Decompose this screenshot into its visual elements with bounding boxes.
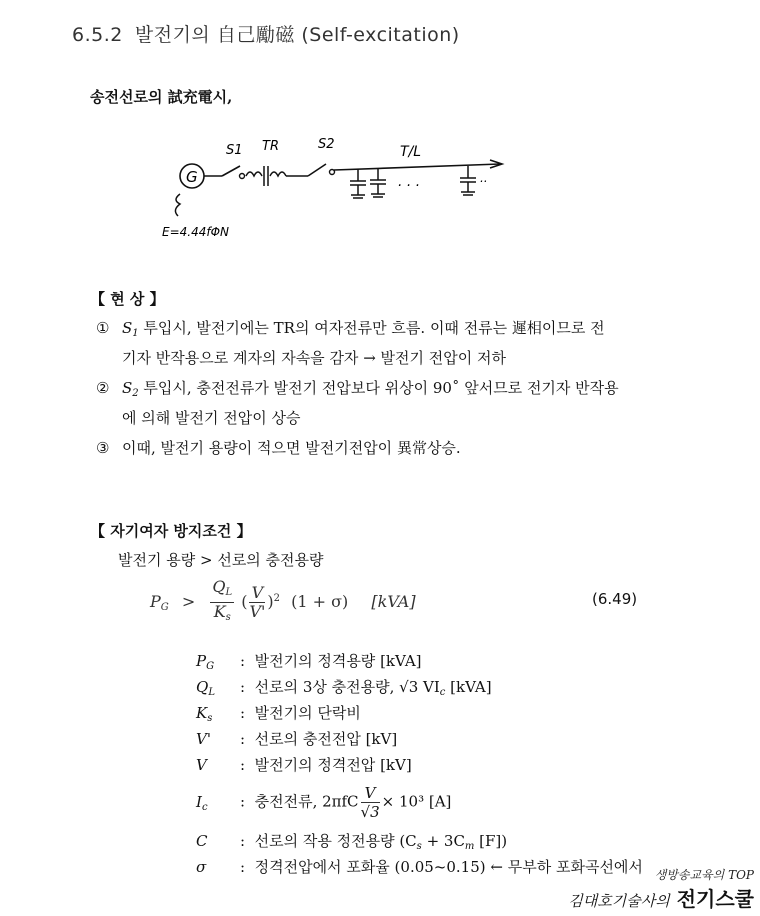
self-excitation-equation: $P_G$ > $\frac{Q_L}{K_s}$ ( $\frac{V}{V'}$ )$^2$ (1 + σ) [kVA] bbox=[150, 577, 416, 623]
switch-contact bbox=[330, 170, 335, 175]
prevention-condition: 발전기 용량 > 선로의 충전용량 bbox=[118, 551, 324, 569]
switch-subscript: 2 bbox=[132, 388, 139, 399]
emf-pointer bbox=[175, 194, 180, 216]
tr-label: TR bbox=[262, 139, 279, 154]
prevention-header: 【 자기여자 방지조건 】 bbox=[90, 522, 252, 540]
phenomenon-item-cont: 에 의해 발전기 전압이 상승 bbox=[122, 409, 301, 427]
s1-label: S1 bbox=[226, 143, 243, 158]
intro-text: 송전선로의 試充電시, bbox=[90, 88, 233, 106]
switch-s1 bbox=[222, 166, 240, 176]
section-title bbox=[72, 20, 460, 47]
item-marker: ② bbox=[96, 379, 110, 397]
definitions-list bbox=[196, 650, 716, 880]
section-title-text: 발전기의 自己勵磁 (Self-excitation) bbox=[134, 24, 460, 46]
definition-row: V : 발전기의 정격전압 [kV] bbox=[196, 756, 412, 774]
phenomenon-item bbox=[96, 378, 619, 404]
generator-label: G bbox=[186, 168, 198, 186]
switch-contact bbox=[240, 174, 245, 179]
item-text: 투입시, 충전전류가 발전기 전압보다 위상이 90˚ 앞서므로 전기자 반작용 bbox=[138, 379, 619, 397]
watermark-tagline: 생방송교육의 TOP bbox=[654, 868, 754, 882]
definition-row: C : 선로의 작용 정전용량 ($C_s + 3C_m$ [F]) bbox=[196, 832, 508, 852]
emf-formula: E=4.44fΦN bbox=[162, 225, 230, 239]
phenomenon-item bbox=[96, 438, 461, 458]
definition-row: $P_G$ : 발전기의 정격용량 [kVA] bbox=[196, 652, 422, 672]
more-capacitors: . . . bbox=[398, 174, 421, 190]
equation-number: (6.49) bbox=[592, 590, 638, 608]
watermark-brand: 전기스쿨 bbox=[676, 887, 754, 911]
switch-symbol: S bbox=[122, 319, 133, 337]
brand-watermark bbox=[568, 866, 754, 912]
definition-row: V' : 선로의 충전전압 [kV] bbox=[196, 730, 398, 748]
switch-s2 bbox=[308, 164, 326, 176]
trailing-dots: .. bbox=[480, 171, 488, 185]
definition-row: $K_s$ : 발전기의 단락비 bbox=[196, 704, 361, 724]
s2-label: S2 bbox=[318, 137, 335, 152]
item-text: 이때, 발전기 용량이 적으면 발전기전압이 異常상승. bbox=[122, 439, 461, 457]
phenomenon-item bbox=[96, 318, 605, 344]
tl-label: T/L bbox=[400, 144, 422, 160]
definition-row: $I_c$ : 충전전류, 2πfC $\frac{V}{√3}$ × 10³ [A] bbox=[196, 784, 452, 821]
phenomenon-item-cont: 기자 반작용으로 계자의 자속을 감자 → 발전기 전압이 저하 bbox=[122, 349, 506, 367]
switch-subscript: 1 bbox=[132, 328, 139, 339]
transformer-symbol bbox=[246, 166, 286, 186]
switch-symbol: S bbox=[122, 379, 133, 397]
transmission-line bbox=[334, 164, 500, 170]
definition-row: σ : 정격전압에서 포화율 (0.05~0.15) ← 무부하 포화곡선에서 bbox=[196, 858, 643, 876]
item-marker: ① bbox=[96, 319, 110, 337]
item-text: 투입시, 발전기에는 TR의 여자전류만 흐름. 이때 전류는 遲相이므로 전 bbox=[138, 319, 605, 337]
circuit-diagram bbox=[150, 120, 530, 260]
section-number: 6.5.2 bbox=[72, 24, 123, 46]
phenomena-header: 【 현 상 】 bbox=[90, 290, 165, 308]
watermark-name: 김대호기술사의 bbox=[568, 892, 670, 910]
item-marker: ③ bbox=[96, 439, 110, 457]
definition-row: $Q_L$ : 선로의 3상 충전용량, √3 $VI_c$ [kVA] bbox=[196, 678, 492, 698]
